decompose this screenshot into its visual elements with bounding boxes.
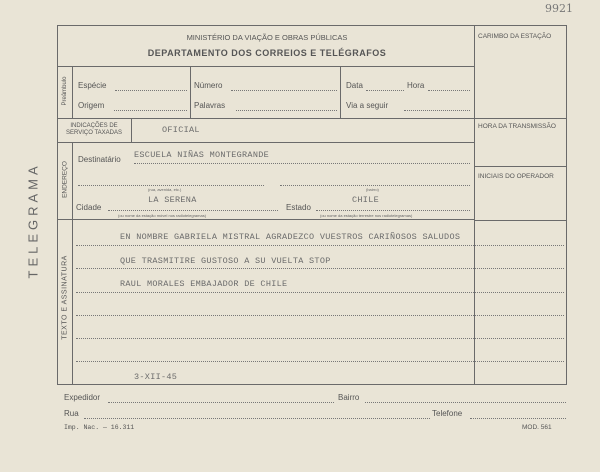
rua-note: (rua, avenida, etc.)	[148, 187, 182, 192]
model-number: MOD. 561	[522, 424, 552, 431]
frame-left	[57, 25, 58, 385]
bairro-note: (bairro)	[366, 187, 379, 192]
destinatario-line	[134, 163, 470, 164]
archive-number: 9921	[545, 2, 573, 15]
frame-right	[566, 25, 567, 385]
cidade-line	[108, 210, 278, 211]
estado-note: (ou nome da estação terrestre nos radiotelegramas)	[320, 213, 413, 218]
service-value: OFICIAL	[162, 125, 200, 135]
message-line-2: QUE TRASMITIRE GUSTOSO A SU VUELTA STOP	[120, 256, 331, 266]
telegrama-side-title: TELEGRAMA	[25, 162, 41, 279]
cidade-value: LA SERENA	[148, 195, 197, 205]
expedidor-line	[108, 402, 334, 403]
especie-line	[115, 90, 187, 91]
message-line-1: EN NOMBRE GABRIELA MISTRAL AGRADEZCO VUESTROS CARIÑOSOS SALUDOS	[120, 232, 461, 242]
rua-sender-line	[84, 418, 430, 419]
origem-label: Origem	[78, 101, 105, 110]
address-bottom-line	[57, 219, 474, 220]
estado-line	[316, 210, 470, 211]
estado-label: Estado	[286, 203, 311, 212]
palavras-line	[236, 110, 337, 111]
department-label: DEPARTAMENTO DOS CORREIOS E TELÉGRAFOS	[147, 48, 387, 58]
cidade-label: Cidade	[76, 203, 102, 212]
frame-top	[57, 25, 566, 26]
rua-line	[78, 185, 264, 186]
origem-line	[114, 110, 187, 111]
bairro-label: Bairro	[338, 393, 360, 402]
text-line-5	[76, 338, 564, 339]
destinatario-value: ESCUELA NIÑAS MONTEGRANDE	[134, 150, 270, 160]
numero-label: Número	[194, 81, 223, 90]
rua-label: Rua	[64, 409, 79, 418]
address-side-label: ENDEREÇO	[61, 161, 69, 198]
text-line-1	[76, 245, 564, 246]
text-side-label: TEXTO E ASSINATURA	[61, 255, 69, 340]
frame-bottom	[57, 384, 566, 385]
iniciais-operador-label: INICIAIS DO OPERADOR	[478, 173, 554, 180]
data-line	[366, 90, 404, 91]
bairro-line	[280, 185, 470, 186]
preamble-top-line	[57, 66, 474, 67]
right-col-line-2	[474, 166, 566, 167]
text-side-divider	[72, 219, 73, 384]
telefone-line	[470, 418, 566, 419]
service-divider	[131, 118, 132, 142]
preamble-side-label: Preâmbulo	[62, 76, 68, 106]
text-line-4	[76, 315, 564, 316]
message-date: 3-XII-45	[134, 372, 178, 382]
hora-label: Hora	[407, 81, 425, 90]
cidade-note: (ou nome da estação móvel nos radiotelegramas)	[118, 213, 207, 218]
telefone-label: Telefone	[432, 409, 463, 418]
palavras-label: Palavras	[194, 101, 226, 110]
right-col-line-1	[474, 118, 566, 119]
preamble-divider-1	[190, 66, 191, 118]
via-line	[404, 110, 470, 111]
hora-transmissao-label: HORA DA TRANSMISSÃO	[478, 123, 556, 130]
stamp-label: CARIMBO DA ESTAÇÃO	[478, 33, 552, 40]
right-column-divider	[474, 25, 475, 385]
service-label: INDICAÇÕES DE SERVIÇO TAXADAS	[65, 123, 123, 136]
especie-label: Espécie	[78, 81, 107, 90]
preamble-divider-2	[340, 66, 341, 118]
destinatario-label: Destinatário	[78, 155, 121, 164]
ministry-label: MINISTÉRIO DA VIAÇÃO E OBRAS PÚBLICAS	[186, 33, 348, 42]
estado-value: CHILE	[352, 195, 380, 205]
address-side-divider	[72, 142, 73, 219]
bairro-sender-line	[365, 402, 566, 403]
expedidor-label: Expedidor	[64, 393, 101, 402]
preamble-bottom-line	[57, 118, 474, 119]
preamble-side-divider	[72, 66, 73, 118]
via-label: Via a seguir	[346, 101, 389, 110]
service-bottom-line	[57, 142, 474, 143]
text-line-3	[76, 292, 564, 293]
text-line-2	[76, 268, 564, 269]
numero-line	[231, 90, 337, 91]
right-col-line-3	[474, 220, 566, 221]
data-label: Data	[346, 81, 363, 90]
message-line-3: RAUL MORALES EMBAJADOR DE CHILE	[120, 279, 288, 289]
text-line-6	[76, 361, 564, 362]
imprint-text: Imp. Nac. — 16.311	[64, 424, 135, 431]
hora-line	[428, 90, 470, 91]
